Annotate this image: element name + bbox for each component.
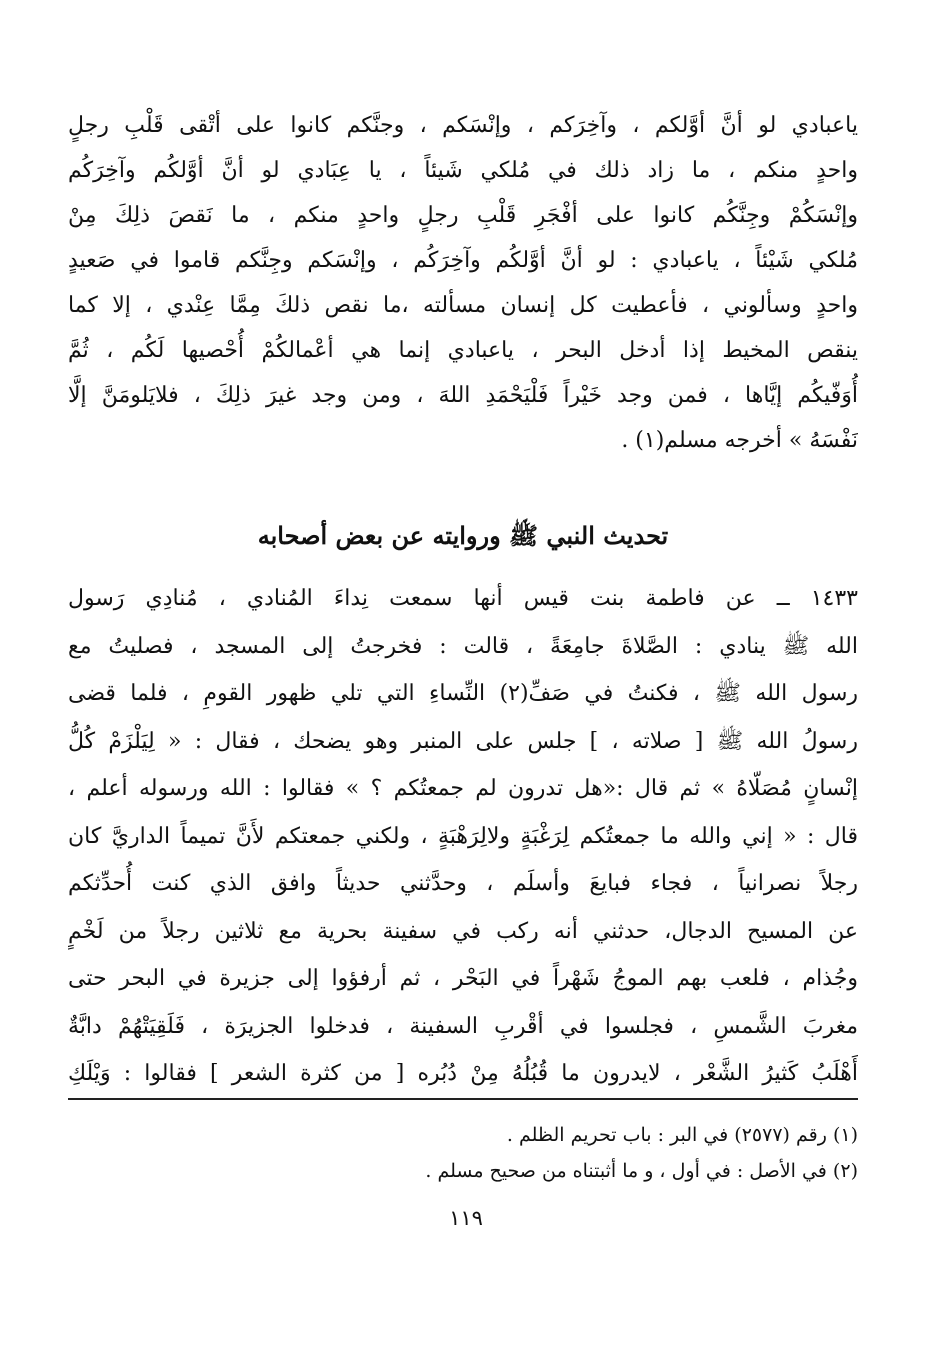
text-line: أَهْلَبُ كَثيرُ الشَّعْر ، لايدرون ما قُبُلُهُ مِنْ دُبُره [ من كثرة الشعر ] فقالوا : وَيْلَكِ (68, 1061, 858, 1086)
text-line: وإنْسَكُمْ وجِنَّكُم كانوا على أفْجَرِ قَلْبِ رجلٍ واحدٍ منكم ، ما نَقصَ ذلِكَ مِنْ (68, 203, 858, 228)
text-line: ياعبادي لو أنَّ أوَّلكم ، وآخِرَكم ، وإنْسَكم ، وجنَّكم كانوا على أتْقى قَلْبِ رجلٍ (68, 113, 858, 138)
text-line: مُلكي شَيْئاً ، ياعبادي : لو أنَّ أوَّلكُم وآخِرَكُم ، وإنْسَكم وجِنَّكم قاموا في صَعيدٍ (68, 248, 858, 273)
text-line: أُوَفّيكُم إيَّاها ، فمن وجد خَيْراً فَلْيَحْمَدِ اللهَ ، ومن وجد غيرَ ذلِكَ ، فلايَلومَنَّ إلَّا (68, 383, 858, 408)
text-line: إنْسانٍ مُصَلّاهُ » ثم قال :«هل تدرون لم جمعتُكم ؟ » فقالوا : الله ورسوله أعلم ، (68, 776, 858, 801)
footnote: (١) رقم (٢٥٧٧) في البر : باب تحريم الظلم . (506, 1124, 858, 1146)
text-line: قال : « إني والله ما جمعتُكم لِرَغْبَةٍ ولالِرَهْبَةٍ ، ولكني جمعتكم لأَنَّ تميماً الداريَّ كان (68, 823, 858, 849)
text-line: وجُذام ، فلعب بهم الموجُ شَهْراً في البَحْر ، ثم أرفؤوا إلى جزيرة في البحر حتى (68, 966, 858, 991)
section-heading: تحديث النبي ﷺ وروايته عن بعض أصحابه (257, 521, 669, 550)
text-line: ١٤٣٣ ــ عن فاطمة بنت قيس أنها سمعت نِداءَ المُنادي ، مُنادِي رَسول (68, 586, 858, 611)
text-line: واحدٍ منكم ، ما زاد ذلك في مُلكي شَيئاً ، يا عِبَادي لو أنَّ أوَّلكُم وآخِرَكُم (68, 158, 858, 183)
text-line: نَفْسَهُ » أخرجه مسلم(١) . (621, 428, 858, 453)
page-number: ١١٩ (449, 1206, 483, 1230)
paragraph-hadith-continuation (68, 103, 858, 463)
footnote-separator (68, 1098, 858, 1100)
text-line: واحدٍ وسألوني ، فأعطيت كل إنسان مسألته ،ما نقص ذلكَ مِمَّا عِنْدي ، إلا كما (68, 293, 858, 318)
footnotes (68, 1117, 858, 1189)
text-line: رسولُ الله ﷺ [ صلاته ، ] جلس على المنبر وهو يضحك ، فقال : « لِيَلْزَمْ كُلُّ (68, 728, 858, 754)
text-line: مغربَ الشَّمسِ ، فجلسوا في أقْربِ السفينة ، فدخلوا الجزيرَة ، فَلَقِيَتْهُمْ دابَّةٌ (68, 1013, 858, 1039)
paragraph-hadith-1433 (68, 575, 858, 1098)
text-line: الله ﷺ ينادي : الصَّلاةَ جامِعَةً ، قالت : فخرجتُ إلى المسجد ، فصليتُ مع (68, 633, 858, 659)
text-line: عن المسيح الدجال، حدثني أنه ركب في سفينة بحرية مع ثلاثين رجلاً من لَخْمٍ (68, 918, 858, 944)
text-line: رسول الله ﷺ ، فكنتُ في صَفِّ(٢) النِّساءِ التي تلي ظهور القومِ ، فلما قضى (68, 681, 858, 706)
text-line: ينقص المخيط إذا أدخل البحر ، ياعبادي إنما هي أعْمالكُمْ أُحْصيها لَكُم ، ثُمَّ (68, 338, 858, 363)
text-line: رجلاً نصرانياً ، فجاء فبايعَ وأسلَم ، وحدَّثني حديثاً وافق الذي كنت أُحدِّثكم (68, 871, 858, 896)
footnote: (٢) في الأصل : في أول ، و ما أثبتناه من صحيح مسلم . (425, 1160, 858, 1182)
